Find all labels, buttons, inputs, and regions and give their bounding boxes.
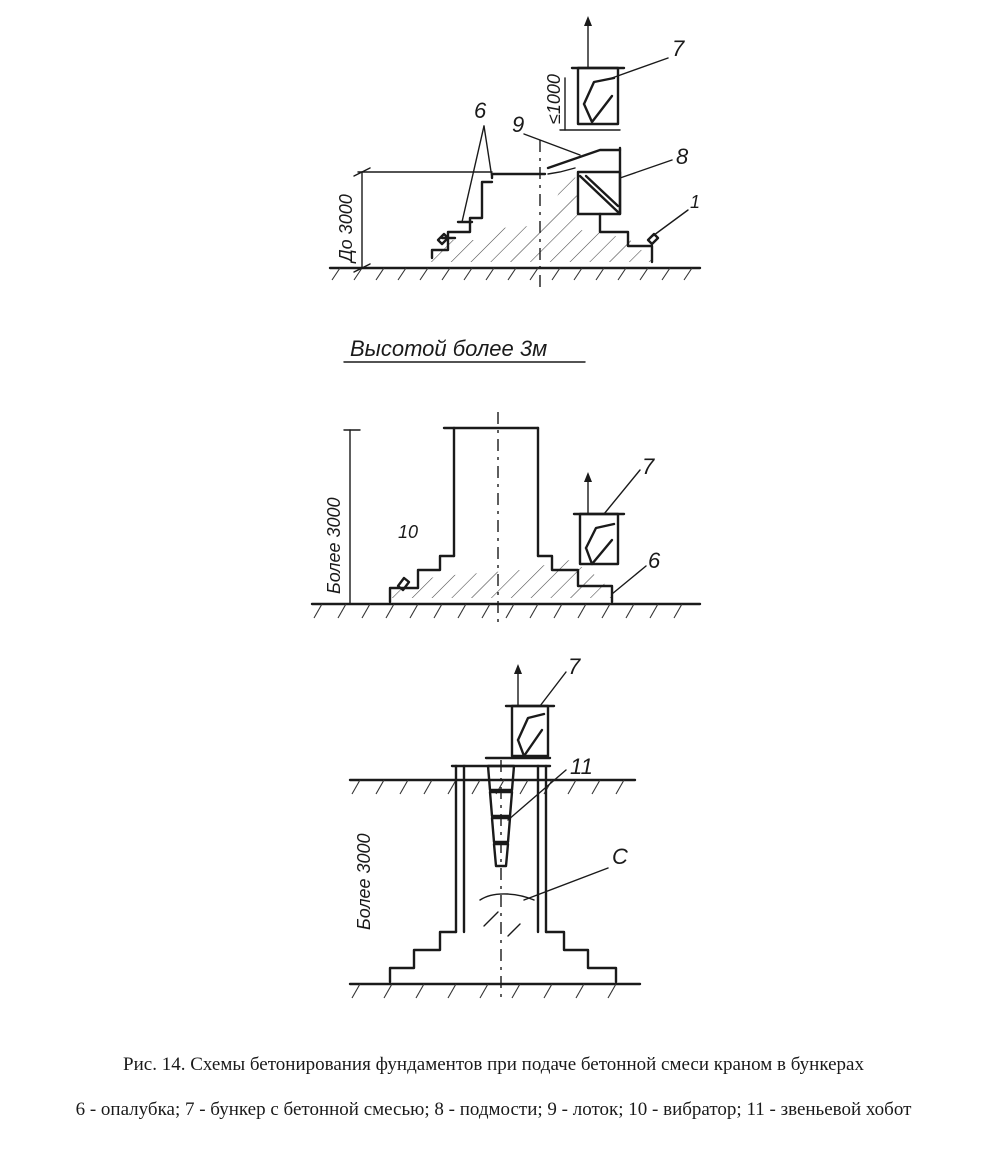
callout-1-top: 1 — [690, 192, 701, 212]
callout-11-bot: 11 — [570, 754, 593, 779]
top-lift-dim: ≤1000 — [544, 74, 564, 124]
callout-10-mid: 10 — [398, 522, 419, 542]
callout-6-mid: 6 — [648, 548, 661, 573]
scheme-top — [330, 16, 700, 292]
callout-8-top: 8 — [676, 144, 689, 169]
figure-caption: Рис. 14. Схемы бетонирования фундаментов при подаче бетонной смеси краном в бункерах — [123, 1054, 864, 1075]
callout-9-top: 9 — [512, 112, 525, 137]
scheme-bottom — [350, 654, 640, 1000]
section-heading: Высотой более 3м — [350, 336, 548, 361]
top-height-dim: До 3000 — [336, 194, 356, 262]
callout-7-mid: 7 — [642, 454, 655, 479]
figure-legend: 6 - опалубка; 7 - бункер с бетонной смесью; 8 - подмости; 9 - лоток; 10 - вибратор; 11 - звеньевой хобот — [75, 1099, 912, 1120]
scheme-middle — [312, 412, 700, 624]
callout-7-bot: 7 — [568, 654, 581, 679]
mid-height-dim: Более 3000 — [324, 497, 344, 594]
callout-6-top: 6 — [474, 98, 487, 123]
bot-height-dim: Более 3000 — [354, 833, 374, 930]
callout-c-bot: С — [612, 844, 628, 869]
callout-7-top: 7 — [672, 36, 685, 61]
